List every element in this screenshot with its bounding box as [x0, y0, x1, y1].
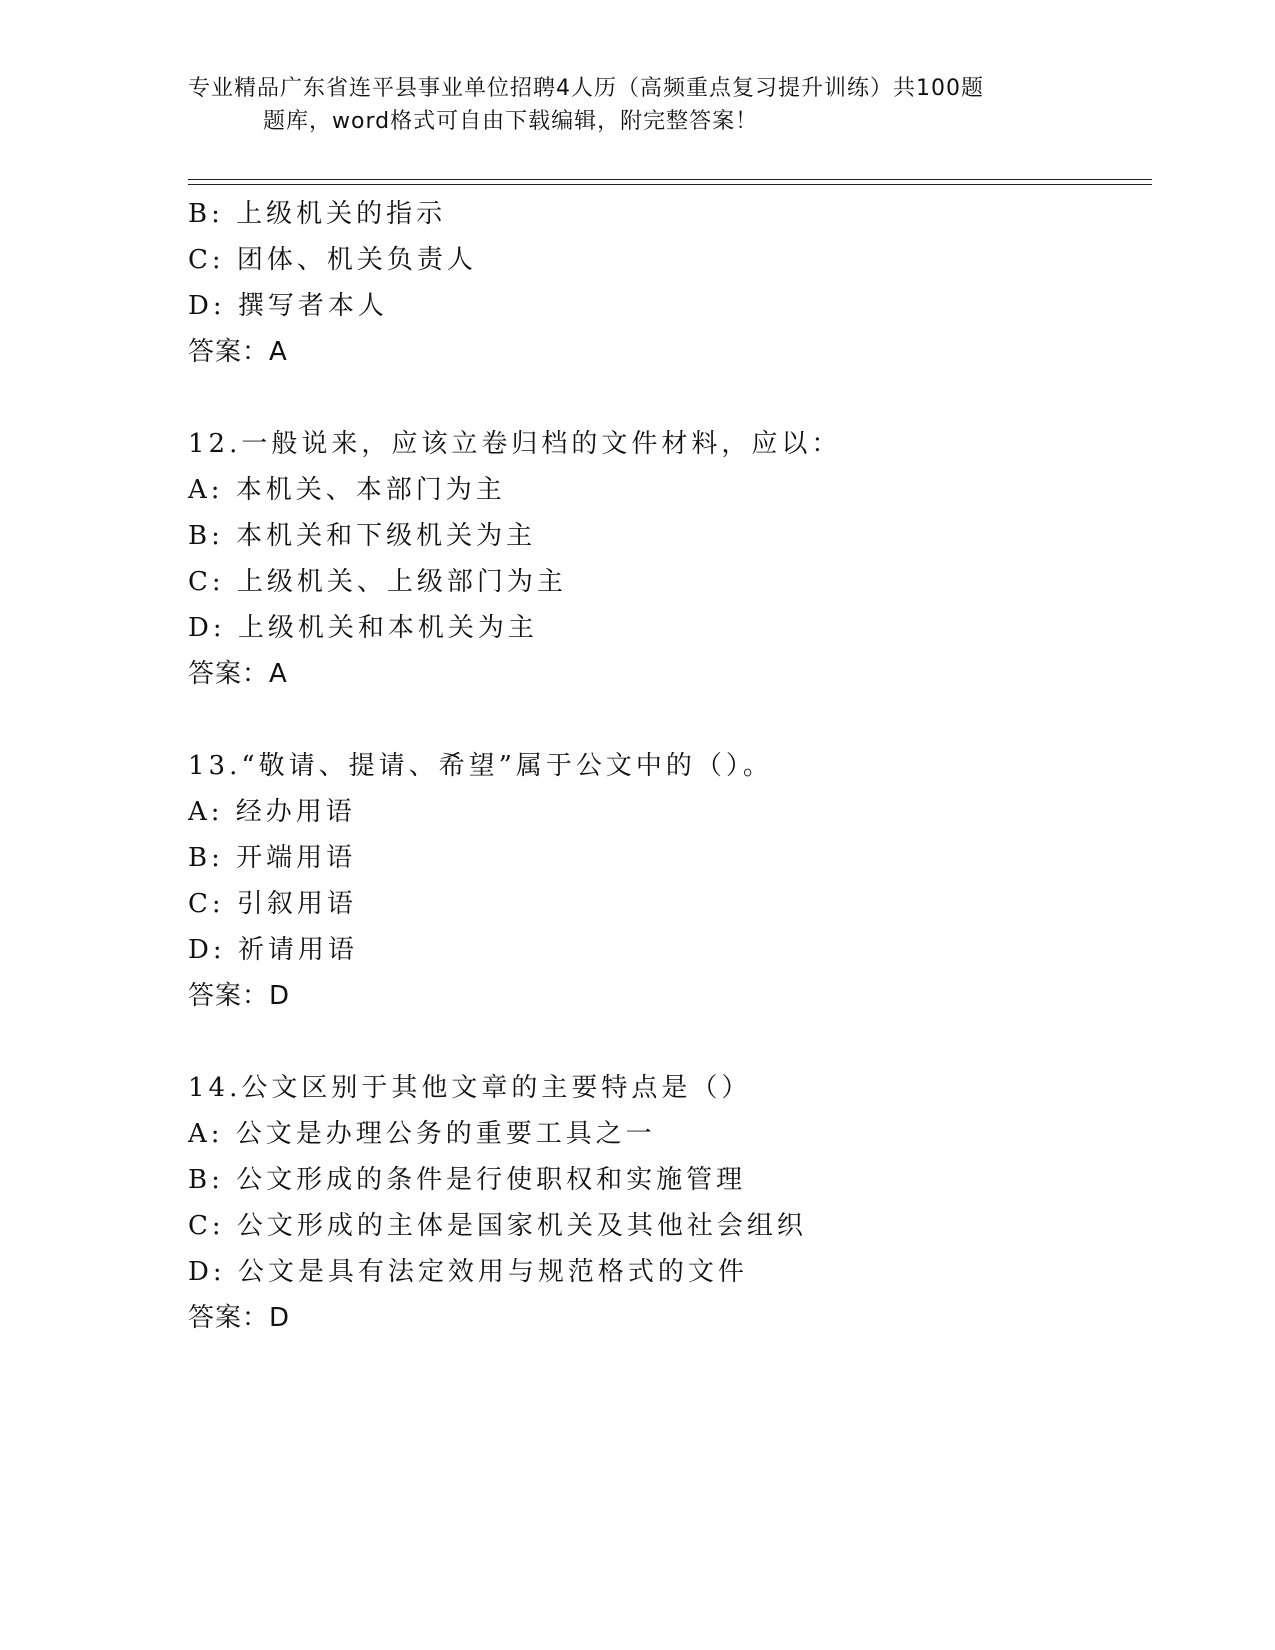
header-divider-top: [188, 179, 1152, 180]
option-d: D: 祈请用语: [188, 935, 358, 965]
option-d: D: 上级机关和本机关为主: [188, 613, 538, 643]
answer-line: 答案：A: [188, 659, 288, 689]
question-block-continued: [188, 191, 1148, 375]
header-divider-bottom: [188, 184, 1152, 185]
document-body: [188, 191, 1148, 1341]
option-d: D: 公文是具有法定效用与规范格式的文件: [188, 1257, 748, 1287]
option-a: A: 经办用语: [188, 797, 356, 827]
header-title-line-2: 题库，word格式可自由下载编辑，附完整答案！: [263, 109, 759, 134]
option-b: B: 公文形成的条件是行使职权和实施管理: [188, 1165, 747, 1195]
option-c: C: 上级机关、上级部门为主: [188, 567, 567, 597]
option-d: D: 撰写者本人: [188, 291, 388, 321]
option-b: B: 开端用语: [188, 843, 357, 873]
option-a: A: 本机关、本部门为主: [188, 475, 506, 505]
option-b: B: 上级机关的指示: [188, 199, 447, 229]
option-c: C: 团体、机关负责人: [188, 245, 477, 275]
question-stem: 14.公文区别于其他文章的主要特点是（）: [188, 1073, 752, 1103]
option-c: C: 公文形成的主体是国家机关及其他社会组织: [188, 1211, 807, 1241]
question-stem: 12.一般说来，应该立卷归档的文件材料，应以：: [188, 429, 842, 459]
option-c: C: 引叙用语: [188, 889, 357, 919]
option-b: B: 本机关和下级机关为主: [188, 521, 537, 551]
spacer: [188, 375, 1148, 421]
question-stem: 13.“敬请、提请、希望”属于公文中的（）。: [188, 751, 773, 781]
header-title-line-1: 专业精品广东省连平县事业单位招聘4人历（高频重点复习提升训练）共100题: [188, 76, 984, 101]
spacer: [188, 697, 1148, 743]
spacer: [188, 1019, 1148, 1065]
answer-line: 答案：D: [188, 1303, 291, 1333]
page-header: [188, 72, 1068, 138]
question-block-13: [188, 743, 1148, 1019]
answer-line: 答案：A: [188, 337, 288, 367]
answer-line: 答案：D: [188, 981, 291, 1011]
question-block-12: [188, 421, 1148, 697]
question-block-14: [188, 1065, 1148, 1341]
option-a: A: 公文是办理公务的重要工具之一: [188, 1119, 656, 1149]
